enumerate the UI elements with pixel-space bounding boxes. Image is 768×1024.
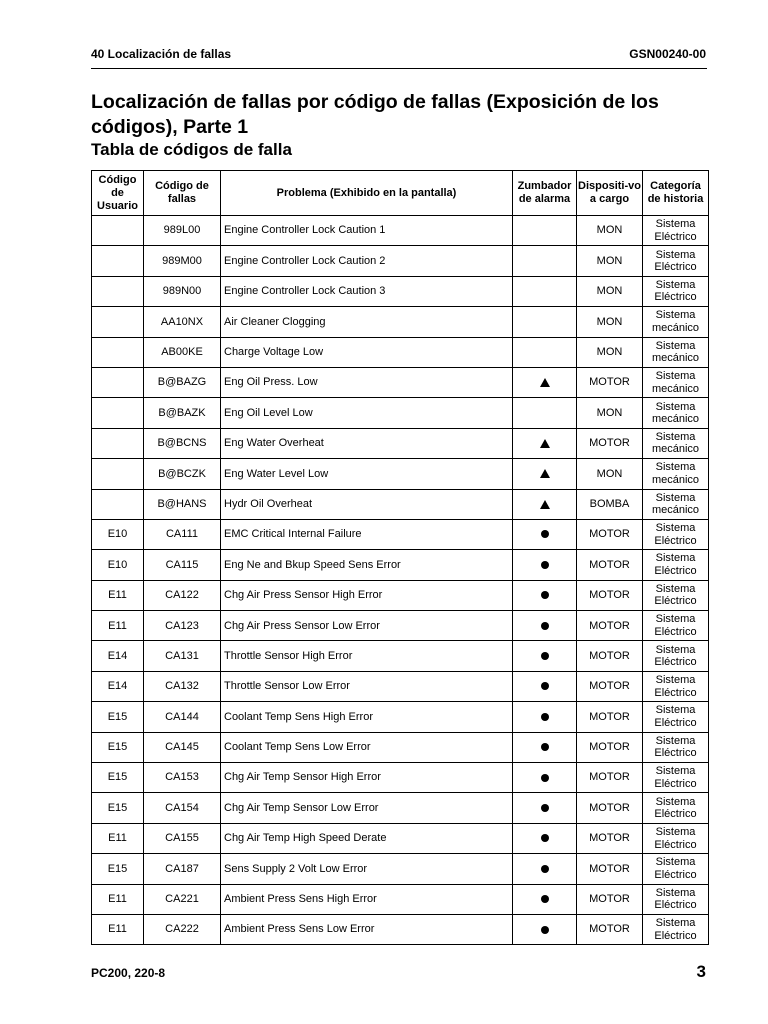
- header-divider: [91, 68, 707, 69]
- table-header-row: [92, 171, 709, 216]
- table-row: [92, 459, 709, 489]
- cell-device: MOTOR: [577, 884, 643, 914]
- cell-device: MOTOR: [577, 428, 643, 458]
- cell-device: BOMBA: [577, 489, 643, 519]
- table-row: [92, 307, 709, 337]
- cell-problem: Sens Supply 2 Volt Low Error: [221, 854, 513, 884]
- cell-buzzer: [513, 398, 577, 428]
- cell-fault-code: B@BAZK: [144, 398, 221, 428]
- warning-triangle-icon: [540, 439, 550, 448]
- cell-problem: Coolant Temp Sens Low Error: [221, 732, 513, 762]
- cell-user-code: [92, 428, 144, 458]
- cell-device: MOTOR: [577, 671, 643, 701]
- cell-device: MOTOR: [577, 519, 643, 549]
- cell-device: MON: [577, 398, 643, 428]
- cell-problem: Ambient Press Sens High Error: [221, 884, 513, 914]
- cell-problem: Chg Air Temp Sensor High Error: [221, 763, 513, 793]
- alarm-dot-icon: [541, 834, 549, 842]
- alarm-dot-icon: [541, 622, 549, 630]
- cell-buzzer: [513, 702, 577, 732]
- cell-user-code: E11: [92, 884, 144, 914]
- cell-device: MOTOR: [577, 702, 643, 732]
- cell-device: MON: [577, 276, 643, 306]
- cell-fault-code: CA187: [144, 854, 221, 884]
- cell-category: Sistema Eléctrico: [643, 884, 709, 914]
- cell-buzzer: [513, 367, 577, 397]
- cell-buzzer: [513, 276, 577, 306]
- cell-category: Sistema Eléctrico: [643, 519, 709, 549]
- table-row: [92, 398, 709, 428]
- cell-problem: Engine Controller Lock Caution 2: [221, 246, 513, 276]
- cell-problem: Air Cleaner Clogging: [221, 307, 513, 337]
- table-row: [92, 246, 709, 276]
- cell-buzzer: [513, 884, 577, 914]
- cell-fault-code: AA10NX: [144, 307, 221, 337]
- cell-fault-code: AB00KE: [144, 337, 221, 367]
- cell-buzzer: [513, 641, 577, 671]
- footer-model: PC200, 220-8: [91, 966, 166, 980]
- cell-user-code: E11: [92, 914, 144, 944]
- table-row: [92, 641, 709, 671]
- alarm-dot-icon: [541, 530, 549, 538]
- cell-user-code: E15: [92, 732, 144, 762]
- cell-user-code: E15: [92, 793, 144, 823]
- cell-device: MOTOR: [577, 611, 643, 641]
- cell-category: Sistema Eléctrico: [643, 580, 709, 610]
- cell-user-code: E15: [92, 763, 144, 793]
- cell-fault-code: B@BCZK: [144, 459, 221, 489]
- table-row: [92, 519, 709, 549]
- cell-device: MOTOR: [577, 641, 643, 671]
- cell-device: MON: [577, 246, 643, 276]
- cell-user-code: [92, 337, 144, 367]
- cell-buzzer: [513, 671, 577, 701]
- table-row: [92, 216, 709, 246]
- cell-buzzer: [513, 914, 577, 944]
- table-row: [92, 732, 709, 762]
- alarm-dot-icon: [541, 682, 549, 690]
- cell-device: MOTOR: [577, 732, 643, 762]
- cell-problem: Chg Air Press Sensor Low Error: [221, 611, 513, 641]
- cell-user-code: E11: [92, 580, 144, 610]
- page-title: Localización de fallas por código de fallas (Exposición de los códigos), Parte 1: [91, 91, 659, 138]
- cell-device: MOTOR: [577, 367, 643, 397]
- alarm-dot-icon: [541, 591, 549, 599]
- cell-category: Sistema mecánico: [643, 489, 709, 519]
- table-row: [92, 763, 709, 793]
- cell-device: MOTOR: [577, 854, 643, 884]
- cell-problem: Chg Air Press Sensor High Error: [221, 580, 513, 610]
- cell-user-code: E11: [92, 611, 144, 641]
- cell-buzzer: [513, 519, 577, 549]
- cell-problem: Eng Water Overheat: [221, 428, 513, 458]
- table-row: [92, 276, 709, 306]
- col-header-user-code: Código de Usuario: [92, 171, 144, 216]
- table-row: [92, 580, 709, 610]
- table-row: [92, 914, 709, 944]
- cell-user-code: E11: [92, 823, 144, 853]
- cell-category: Sistema Eléctrico: [643, 276, 709, 306]
- cell-buzzer: [513, 337, 577, 367]
- cell-problem: Eng Oil Press. Low: [221, 367, 513, 397]
- cell-device: MOTOR: [577, 550, 643, 580]
- cell-problem: Eng Water Level Low: [221, 459, 513, 489]
- cell-problem: Coolant Temp Sens High Error: [221, 702, 513, 732]
- cell-category: Sistema Eléctrico: [643, 914, 709, 944]
- cell-device: MON: [577, 337, 643, 367]
- cell-problem: Charge Voltage Low: [221, 337, 513, 367]
- table-row: [92, 367, 709, 397]
- cell-user-code: [92, 459, 144, 489]
- cell-device: MON: [577, 216, 643, 246]
- cell-user-code: [92, 246, 144, 276]
- cell-category: Sistema mecánico: [643, 337, 709, 367]
- alarm-dot-icon: [541, 895, 549, 903]
- cell-problem: EMC Critical Internal Failure: [221, 519, 513, 549]
- cell-problem: Throttle Sensor High Error: [221, 641, 513, 671]
- table-row: [92, 854, 709, 884]
- col-header-fault-code: Código de fallas: [144, 171, 221, 216]
- table-row: [92, 611, 709, 641]
- cell-problem: Ambient Press Sens Low Error: [221, 914, 513, 944]
- cell-fault-code: 989N00: [144, 276, 221, 306]
- table-row: [92, 428, 709, 458]
- cell-problem: Eng Ne and Bkup Speed Sens Error: [221, 550, 513, 580]
- cell-category: Sistema Eléctrico: [643, 641, 709, 671]
- cell-category: Sistema mecánico: [643, 459, 709, 489]
- table-row: [92, 702, 709, 732]
- table-row: [92, 489, 709, 519]
- cell-user-code: E15: [92, 702, 144, 732]
- cell-buzzer: [513, 611, 577, 641]
- alarm-dot-icon: [541, 804, 549, 812]
- cell-device: MOTOR: [577, 823, 643, 853]
- cell-category: Sistema mecánico: [643, 367, 709, 397]
- col-header-device: Dispositi-vo a cargo: [577, 171, 643, 216]
- cell-fault-code: CA221: [144, 884, 221, 914]
- cell-problem: Throttle Sensor Low Error: [221, 671, 513, 701]
- cell-user-code: E10: [92, 550, 144, 580]
- cell-user-code: [92, 489, 144, 519]
- cell-fault-code: CA115: [144, 550, 221, 580]
- alarm-dot-icon: [541, 926, 549, 934]
- cell-problem: Chg Air Temp Sensor Low Error: [221, 793, 513, 823]
- cell-fault-code: B@BAZG: [144, 367, 221, 397]
- cell-buzzer: [513, 216, 577, 246]
- alarm-dot-icon: [541, 713, 549, 721]
- cell-fault-code: CA122: [144, 580, 221, 610]
- cell-category: Sistema mecánico: [643, 307, 709, 337]
- cell-user-code: [92, 276, 144, 306]
- page-subtitle: Tabla de códigos de falla: [91, 140, 292, 159]
- cell-problem: Hydr Oil Overheat: [221, 489, 513, 519]
- cell-buzzer: [513, 489, 577, 519]
- cell-fault-code: CA155: [144, 823, 221, 853]
- table-row: [92, 671, 709, 701]
- cell-fault-code: 989M00: [144, 246, 221, 276]
- cell-fault-code: CA145: [144, 732, 221, 762]
- page-number: 3: [696, 962, 706, 981]
- cell-category: Sistema Eléctrico: [643, 732, 709, 762]
- table-row: [92, 337, 709, 367]
- cell-buzzer: [513, 459, 577, 489]
- cell-category: Sistema Eléctrico: [643, 763, 709, 793]
- cell-user-code: E10: [92, 519, 144, 549]
- cell-user-code: E15: [92, 854, 144, 884]
- table-row: [92, 793, 709, 823]
- fault-code-table: [91, 170, 709, 945]
- cell-fault-code: CA131: [144, 641, 221, 671]
- table-row: [92, 550, 709, 580]
- cell-buzzer: [513, 307, 577, 337]
- cell-fault-code: CA111: [144, 519, 221, 549]
- cell-problem: Engine Controller Lock Caution 1: [221, 216, 513, 246]
- cell-device: MOTOR: [577, 580, 643, 610]
- cell-problem: Chg Air Temp High Speed Derate: [221, 823, 513, 853]
- cell-device: MON: [577, 459, 643, 489]
- cell-category: Sistema Eléctrico: [643, 611, 709, 641]
- cell-category: Sistema Eléctrico: [643, 550, 709, 580]
- col-header-buzzer: Zumbador de alarma: [513, 171, 577, 216]
- cell-problem: Eng Oil Level Low: [221, 398, 513, 428]
- cell-fault-code: CA222: [144, 914, 221, 944]
- cell-buzzer: [513, 550, 577, 580]
- cell-buzzer: [513, 854, 577, 884]
- cell-device: MOTOR: [577, 914, 643, 944]
- header-section: 40 Localización de fallas: [91, 47, 232, 61]
- cell-fault-code: CA132: [144, 671, 221, 701]
- cell-device: MOTOR: [577, 763, 643, 793]
- warning-triangle-icon: [540, 378, 550, 387]
- table-row: [92, 884, 709, 914]
- col-header-problem: Problema (Exhibido en la pantalla): [221, 171, 513, 216]
- cell-buzzer: [513, 428, 577, 458]
- header-doc-code: GSN00240-00: [629, 47, 706, 61]
- cell-fault-code: CA153: [144, 763, 221, 793]
- cell-category: Sistema Eléctrico: [643, 246, 709, 276]
- warning-triangle-icon: [540, 469, 550, 478]
- cell-category: Sistema Eléctrico: [643, 823, 709, 853]
- cell-fault-code: CA144: [144, 702, 221, 732]
- alarm-dot-icon: [541, 561, 549, 569]
- alarm-dot-icon: [541, 865, 549, 873]
- cell-fault-code: 989L00: [144, 216, 221, 246]
- cell-category: Sistema mecánico: [643, 428, 709, 458]
- cell-buzzer: [513, 793, 577, 823]
- cell-user-code: [92, 216, 144, 246]
- alarm-dot-icon: [541, 774, 549, 782]
- cell-user-code: [92, 367, 144, 397]
- alarm-dot-icon: [541, 652, 549, 660]
- cell-fault-code: B@BCNS: [144, 428, 221, 458]
- cell-buzzer: [513, 246, 577, 276]
- cell-problem: Engine Controller Lock Caution 3: [221, 276, 513, 306]
- cell-category: Sistema Eléctrico: [643, 216, 709, 246]
- cell-category: Sistema Eléctrico: [643, 671, 709, 701]
- cell-user-code: [92, 307, 144, 337]
- cell-category: Sistema Eléctrico: [643, 793, 709, 823]
- cell-user-code: E14: [92, 671, 144, 701]
- cell-fault-code: CA123: [144, 611, 221, 641]
- cell-buzzer: [513, 580, 577, 610]
- cell-fault-code: B@HANS: [144, 489, 221, 519]
- cell-device: MON: [577, 307, 643, 337]
- cell-device: MOTOR: [577, 793, 643, 823]
- cell-category: Sistema Eléctrico: [643, 702, 709, 732]
- cell-fault-code: CA154: [144, 793, 221, 823]
- col-header-category: Categoría de historia: [643, 171, 709, 216]
- cell-user-code: E14: [92, 641, 144, 671]
- cell-category: Sistema mecánico: [643, 398, 709, 428]
- cell-buzzer: [513, 823, 577, 853]
- table-row: [92, 823, 709, 853]
- cell-buzzer: [513, 732, 577, 762]
- warning-triangle-icon: [540, 500, 550, 509]
- alarm-dot-icon: [541, 743, 549, 751]
- cell-buzzer: [513, 763, 577, 793]
- cell-user-code: [92, 398, 144, 428]
- cell-category: Sistema Eléctrico: [643, 854, 709, 884]
